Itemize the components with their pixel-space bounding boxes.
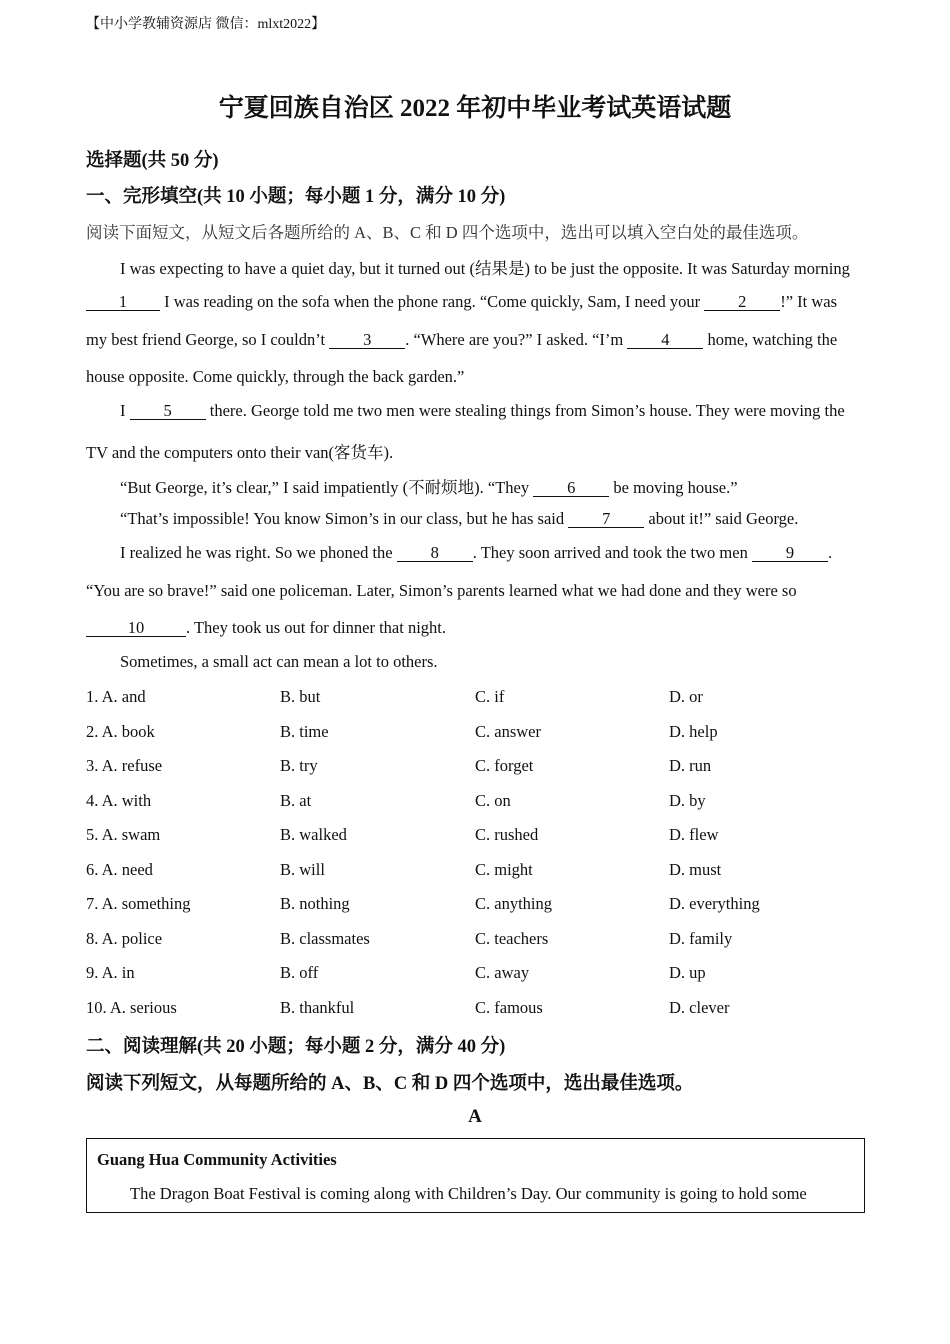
option-b: B. will (280, 860, 325, 879)
option-b: B. off (280, 963, 319, 982)
option-b: B. nothing (280, 894, 350, 913)
passage-line (120, 401, 900, 421)
section-choice-heading: 选择题(共 50 分) (86, 151, 219, 171)
passage-text: !” It was (780, 292, 838, 311)
passage-line: “You are so brave!” said one policeman. Later, Simon’s parents learned what we had done and they were so (86, 581, 797, 600)
passage-text: . “Where are you?” I asked. “I’m (405, 330, 628, 349)
passage-text: my best friend George, so I couldn’t (86, 330, 330, 349)
part2-instruction: 阅读下列短文，从每题所给的 A、B、C 和 D 四个选项中，选出最佳选项。 (86, 1074, 694, 1094)
passage-line (86, 292, 866, 312)
passage-text: there. George told me two men were stealing things from Simon’s house. They were moving the (205, 401, 845, 420)
option-d: D. must (669, 860, 722, 879)
passage-line (120, 509, 900, 529)
passage-line: house opposite. Come quickly, through the back garden.” (86, 367, 465, 386)
header-note: 【中小学教辅资源店 微信：mlxt2022】 (86, 17, 326, 32)
option-d: D. by (669, 791, 706, 810)
part1-instruction: 阅读下面短文，从短文后各题所给的 A、B、C 和 D 四个选项中，选出可以填入空白处的最佳选项。 (86, 223, 809, 242)
passage-text: I was reading on the sofa when the phone rang. “Come quickly, Sam, I need your (160, 292, 705, 311)
option-d: D. everything (669, 894, 760, 913)
option-row (86, 791, 886, 813)
passage-text: . They took us out for dinner that night. (186, 618, 446, 637)
option-d: D. run (669, 756, 712, 775)
part1-heading: 一、完形填空(共 10 小题；每小题 1 分，满分 10 分) (86, 187, 506, 207)
option-c: C. teachers (475, 929, 549, 948)
passage-line: TV and the computers onto their van(客货车). (86, 443, 394, 462)
option-a: 7. A. something (86, 894, 191, 913)
option-d: D. family (669, 929, 733, 948)
option-c: C. rushed (475, 825, 539, 844)
option-c: C. if (475, 687, 505, 706)
option-a: 3. A. refuse (86, 756, 163, 775)
blank-7: 7 (568, 510, 644, 528)
option-c: C. on (475, 791, 511, 810)
option-d: D. or (669, 687, 703, 706)
passage-label: A (468, 1106, 482, 1127)
passage-text: . (827, 543, 833, 562)
option-row (86, 687, 886, 709)
option-c: C. famous (475, 998, 543, 1017)
passage-text: I (120, 401, 130, 420)
passage-text: “But George, it’s clear,” I said impatiently (不耐烦地). “They (120, 478, 534, 497)
passage-text: . They soon arrived and took the two men (472, 543, 752, 562)
option-a: 4. A. with (86, 791, 152, 810)
passage-line (86, 330, 866, 350)
passage-line: Sometimes, a small act can mean a lot to others. (120, 652, 438, 671)
option-b: B. at (280, 791, 312, 810)
option-row (86, 998, 886, 1020)
option-b: B. thankful (280, 998, 355, 1017)
passage-text: I realized he was right. So we phoned the (120, 543, 397, 562)
passage-text: “That’s impossible! You know Simon’s in our class, but he has said (120, 509, 569, 528)
option-b: B. but (280, 687, 321, 706)
passage-line (86, 618, 866, 638)
blank-1: 1 (86, 293, 160, 311)
option-row (86, 860, 886, 882)
option-c: C. anything (475, 894, 552, 913)
option-b: B. try (280, 756, 318, 775)
blank-3: 3 (329, 331, 405, 349)
option-d: D. clever (669, 998, 730, 1017)
option-a: 5. A. swam (86, 825, 161, 844)
blank-8: 8 (397, 544, 473, 562)
option-a: 10. A. serious (86, 998, 177, 1017)
blank-6: 6 (533, 479, 609, 497)
option-b: B. walked (280, 825, 347, 844)
box-title: Guang Hua Community Activities (97, 1150, 337, 1169)
option-d: D. up (669, 963, 706, 982)
box-text: The Dragon Boat Festival is coming along with Children’s Day. Our community is going to hold some (130, 1184, 807, 1203)
passage-text: about it!” said George. (644, 509, 799, 528)
option-row (86, 825, 886, 847)
option-a: 2. A. book (86, 722, 155, 741)
blank-2: 2 (704, 293, 780, 311)
option-a: 9. A. in (86, 963, 135, 982)
passage-line (120, 474, 900, 498)
option-row (86, 722, 886, 744)
option-c: C. might (475, 860, 533, 879)
passage-line: I was expecting to have a quiet day, but it turned out (结果是) to be just the opposite. It was Saturday morning (120, 259, 850, 278)
passage-a-box (86, 1138, 865, 1213)
option-d: D. help (669, 722, 718, 741)
option-row (86, 756, 886, 778)
option-a: 8. A. police (86, 929, 163, 948)
blank-9: 9 (752, 544, 828, 562)
passage-line (120, 543, 900, 563)
option-b: B. classmates (280, 929, 370, 948)
passage-text: be moving house.” (609, 478, 738, 497)
blank-5: 5 (130, 402, 206, 420)
option-b: B. time (280, 722, 329, 741)
blank-4: 4 (627, 331, 703, 349)
part2-heading: 二、阅读理解(共 20 小题；每小题 2 分，满分 40 分) (86, 1037, 506, 1057)
blank-10: 10 (86, 619, 186, 637)
option-a: 1. A. and (86, 687, 146, 706)
option-c: C. away (475, 963, 530, 982)
option-row (86, 963, 886, 985)
option-d: D. flew (669, 825, 719, 844)
option-a: 6. A. need (86, 860, 153, 879)
option-row (86, 894, 886, 916)
option-row (86, 929, 886, 951)
option-c: C. forget (475, 756, 534, 775)
option-c: C. answer (475, 722, 541, 741)
passage-text: home, watching the (703, 330, 838, 349)
page-title: 宁夏回族自治区 2022 年初中毕业考试英语试题 (218, 95, 732, 122)
